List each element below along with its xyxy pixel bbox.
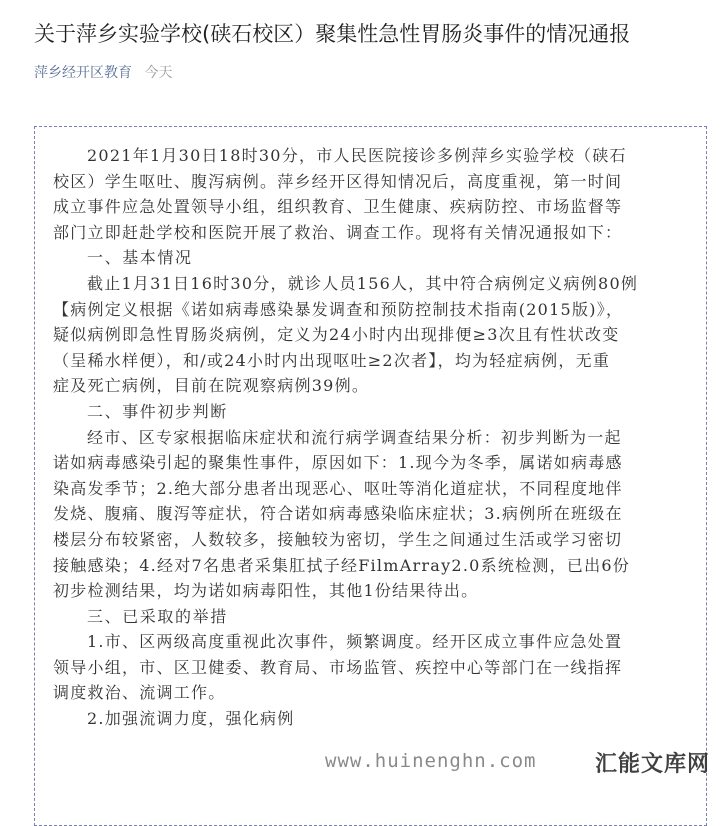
article-meta [34, 62, 172, 84]
article-title: 关于萍乡实验学校(硖石校区）聚集性急性胃肠炎事件的情况通报 [34, 22, 631, 46]
section2-line: 接触感染；4.经对7名患者采集肛拭子经FilmArray2.0系统检测，已出6份 [53, 555, 631, 575]
account-name-link[interactable]: 萍乡经开区教育 [34, 65, 132, 81]
intro-line: 校区）学生呕吐、腹泻病例。萍乡经开区得知情况后，高度重视，第一时间 [53, 171, 623, 191]
publish-date: 今天 [144, 65, 173, 81]
watermark-site-name: 汇能文库网 [594, 752, 710, 777]
section2-line: 楼层分布较紧密，人数较多，接触较为密切，学生之间通过生活或学习密切 [53, 529, 623, 549]
section-heading-basic-info: 一、基本情况 [87, 248, 193, 268]
section2-line: 发烧、腹痛、腹泻等症状，符合诺如病毒感染临床症状；3.病例所在班级在 [53, 504, 623, 524]
intro-line: 成立事件应急处置领导小组，组织教育、卫生健康、疾病防控、市场监督等 [53, 197, 623, 217]
section1-line: 疑似病例即急性胃肠炎病例，定义为24小时内出现排便≥3次且有性状改变 [53, 325, 620, 345]
section1-line: 症及死亡病例，目前在院观察病例39例。 [53, 376, 370, 396]
section2-line: 经市、区专家根据临床症状和流行病学调查结果分析：初步判断为一起 [87, 427, 622, 447]
section1-line: 截止1月31日16时30分，就诊人员156人，其中符合病例定义病例80例 [87, 273, 639, 293]
section3-line: 领导小组，市、区卫健委、教育局、市场监管、疾控中心等部门在一线指挥 [53, 657, 623, 677]
intro-line: 部门立即赶赴学校和医院开展了救治、调查工作。现将有关情况通报如下： [53, 222, 623, 242]
section1-line: （呈稀水样便），和/或24小时内出现呕吐≥2次者】，均为轻症病例，无重 [53, 350, 611, 370]
article-content-box [34, 126, 707, 826]
section-heading-measures: 三、已采取的举措 [87, 606, 228, 626]
section-heading-preliminary-judgment: 二、事件初步判断 [87, 401, 228, 421]
watermark-url: www.huinenghn.com [325, 750, 537, 772]
section2-line: 初步检测结果，均为诺如病毒阳性，其他1份结果待出。 [53, 581, 479, 601]
section3-line: 调度救治、流调工作。 [53, 683, 226, 703]
section2-line: 诺如病毒感染引起的聚集性事件，原因如下：1.现今为冬季，属诺如病毒感 [53, 453, 623, 473]
section3-line: 1.市、区两级高度重视此次事件，频繁调度。经开区成立事件应急处置 [87, 632, 623, 652]
intro-line: 2021年1月30日18时30分，市人民医院接诊多例萍乡实验学校（硖石 [87, 146, 627, 165]
article-body [53, 143, 707, 732]
section1-line: 【病例定义根据《诺如病毒感染暴发调查和预防控制技术指南(2015版)》， [53, 299, 624, 319]
section3-line: 2.加强流调力度，强化病例 [87, 709, 295, 729]
section2-line: 染高发季节；2.绝大部分患者出现恶心、呕吐等消化道症状，不同程度地伴 [53, 478, 623, 498]
